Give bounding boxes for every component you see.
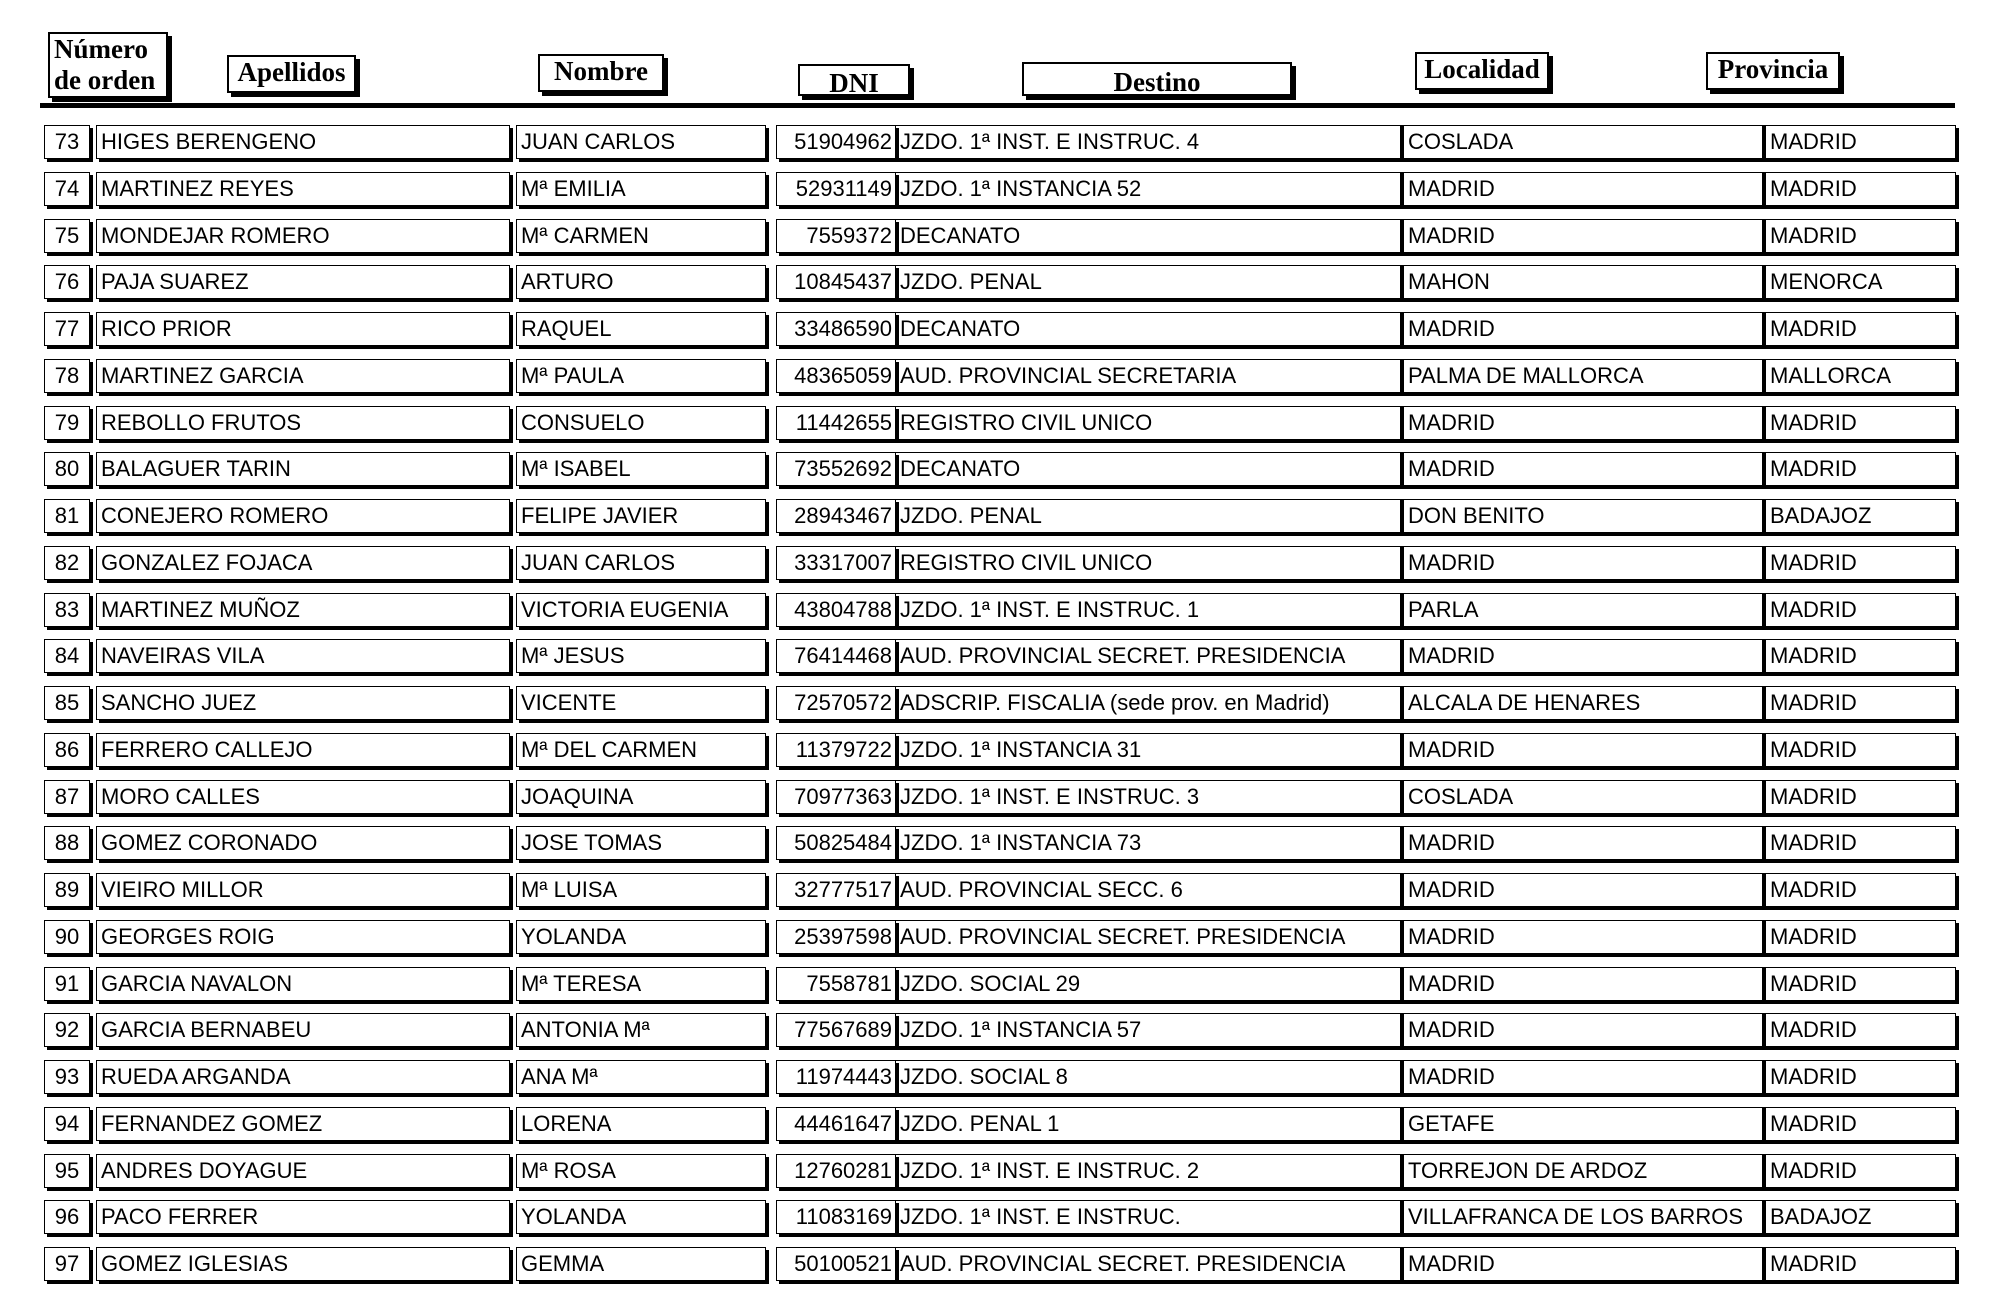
dni-cell: 12760281 <box>776 1154 896 1188</box>
localidad-cell: MADRID <box>1401 219 1763 253</box>
table-row <box>0 917 2000 964</box>
header-apellidos: Apellidos <box>227 55 356 93</box>
localidad-cell: MADRID <box>1401 873 1763 907</box>
dni-cell: 7558781 <box>776 967 896 1001</box>
nombre-cell: Mª ROSA <box>516 1154 766 1188</box>
dni-cell: 50825484 <box>776 826 896 860</box>
apellidos-cell: FERNANDEZ GOMEZ <box>96 1107 510 1141</box>
apellidos-cell: FERRERO CALLEJO <box>96 733 510 767</box>
apellidos-cell: SANCHO JUEZ <box>96 686 510 720</box>
dni-cell: 25397598 <box>776 920 896 954</box>
dni-cell: 43804788 <box>776 593 896 627</box>
localidad-cell: MADRID <box>1401 826 1763 860</box>
localidad-cell: MADRID <box>1401 639 1763 673</box>
provincia-cell: MADRID <box>1763 219 1956 253</box>
row-number: 75 <box>44 219 90 253</box>
provincia-cell: MADRID <box>1763 826 1956 860</box>
destino-cell: REGISTRO CIVIL UNICO <box>896 406 1401 440</box>
apellidos-cell: MARTINEZ REYES <box>96 172 510 206</box>
provincia-cell: MADRID <box>1763 1013 1956 1047</box>
table-row <box>0 403 2000 450</box>
row-number: 95 <box>44 1154 90 1188</box>
table-row <box>0 122 2000 169</box>
localidad-cell: MADRID <box>1401 1247 1763 1281</box>
row-number: 94 <box>44 1107 90 1141</box>
destino-cell: JZDO. 1ª INST. E INSTRUC. 2 <box>896 1154 1401 1188</box>
apellidos-cell: VIEIRO MILLOR <box>96 873 510 907</box>
table-row <box>0 216 2000 263</box>
row-number: 86 <box>44 733 90 767</box>
table-row <box>0 543 2000 590</box>
provincia-cell: MADRID <box>1763 780 1956 814</box>
nombre-cell: YOLANDA <box>516 920 766 954</box>
dni-cell: 11379722 <box>776 733 896 767</box>
row-number: 92 <box>44 1013 90 1047</box>
provincia-cell: MADRID <box>1763 312 1956 346</box>
destino-cell: AUD. PROVINCIAL SECRET. PRESIDENCIA <box>896 1247 1401 1281</box>
nombre-cell: JUAN CARLOS <box>516 125 766 159</box>
header-destino: Destino <box>1022 62 1292 96</box>
apellidos-cell: GARCIA NAVALON <box>96 967 510 1001</box>
apellidos-cell: BALAGUER TARIN <box>96 452 510 486</box>
apellidos-cell: HIGES BERENGENO <box>96 125 510 159</box>
destino-cell: AUD. PROVINCIAL SECRETARIA <box>896 359 1401 393</box>
row-number: 88 <box>44 826 90 860</box>
destino-cell: JZDO. 1ª INST. E INSTRUC. 4 <box>896 125 1401 159</box>
row-number: 89 <box>44 873 90 907</box>
destino-cell: AUD. PROVINCIAL SECRET. PRESIDENCIA <box>896 920 1401 954</box>
destino-cell: DECANATO <box>896 312 1401 346</box>
destino-cell: AUD. PROVINCIAL SECRET. PRESIDENCIA <box>896 639 1401 673</box>
table-row <box>0 169 2000 216</box>
provincia-cell: BADAJOZ <box>1763 1200 1956 1234</box>
destino-cell: ADSCRIP. FISCALIA (sede prov. en Madrid) <box>896 686 1401 720</box>
table-row <box>0 449 2000 496</box>
dni-cell: 73552692 <box>776 452 896 486</box>
destino-cell: JZDO. PENAL 1 <box>896 1107 1401 1141</box>
dni-cell: 51904962 <box>776 125 896 159</box>
header-numero-orden: Número de orden <box>48 32 168 98</box>
destino-cell: DECANATO <box>896 219 1401 253</box>
nombre-cell: JOSE TOMAS <box>516 826 766 860</box>
provincia-cell: MADRID <box>1763 1107 1956 1141</box>
row-number: 90 <box>44 920 90 954</box>
row-number: 73 <box>44 125 90 159</box>
table-row <box>0 590 2000 637</box>
provincia-cell: MADRID <box>1763 873 1956 907</box>
table-row <box>0 262 2000 309</box>
provincia-cell: MADRID <box>1763 686 1956 720</box>
table-row <box>0 777 2000 824</box>
row-number: 93 <box>44 1060 90 1094</box>
nombre-cell: JOAQUINA <box>516 780 766 814</box>
table-row <box>0 496 2000 543</box>
row-number: 96 <box>44 1200 90 1234</box>
provincia-cell: MADRID <box>1763 1247 1956 1281</box>
localidad-cell: VILLAFRANCA DE LOS BARROS <box>1401 1200 1763 1234</box>
localidad-cell: COSLADA <box>1401 780 1763 814</box>
nombre-cell: RAQUEL <box>516 312 766 346</box>
destino-cell: JZDO. SOCIAL 8 <box>896 1060 1401 1094</box>
apellidos-cell: REBOLLO FRUTOS <box>96 406 510 440</box>
localidad-cell: MADRID <box>1401 406 1763 440</box>
table-row <box>0 823 2000 870</box>
provincia-cell: MENORCA <box>1763 265 1956 299</box>
apellidos-cell: MARTINEZ GARCIA <box>96 359 510 393</box>
nombre-cell: GEMMA <box>516 1247 766 1281</box>
localidad-cell: MADRID <box>1401 172 1763 206</box>
destino-cell: JZDO. 1ª INST. E INSTRUC. <box>896 1200 1401 1234</box>
provincia-cell: MADRID <box>1763 452 1956 486</box>
row-number: 87 <box>44 780 90 814</box>
apellidos-cell: GONZALEZ FOJACA <box>96 546 510 580</box>
apellidos-cell: MONDEJAR ROMERO <box>96 219 510 253</box>
nombre-cell: Mª PAULA <box>516 359 766 393</box>
dni-cell: 48365059 <box>776 359 896 393</box>
localidad-cell: MADRID <box>1401 452 1763 486</box>
localidad-cell: ALCALA DE HENARES <box>1401 686 1763 720</box>
row-number: 79 <box>44 406 90 440</box>
nombre-cell: ANTONIA Mª <box>516 1013 766 1047</box>
provincia-cell: MADRID <box>1763 1060 1956 1094</box>
apellidos-cell: PAJA SUAREZ <box>96 265 510 299</box>
dni-cell: 52931149 <box>776 172 896 206</box>
row-number: 76 <box>44 265 90 299</box>
provincia-cell: BADAJOZ <box>1763 499 1956 533</box>
row-number: 83 <box>44 593 90 627</box>
localidad-cell: PALMA DE MALLORCA <box>1401 359 1763 393</box>
nombre-cell: Mª CARMEN <box>516 219 766 253</box>
dni-cell: 11974443 <box>776 1060 896 1094</box>
dni-cell: 72570572 <box>776 686 896 720</box>
localidad-cell: MADRID <box>1401 1060 1763 1094</box>
provincia-cell: MADRID <box>1763 733 1956 767</box>
apellidos-cell: NAVEIRAS VILA <box>96 639 510 673</box>
apellidos-cell: GOMEZ CORONADO <box>96 826 510 860</box>
apellidos-cell: GARCIA BERNABEU <box>96 1013 510 1047</box>
row-number: 85 <box>44 686 90 720</box>
table-row <box>0 1104 2000 1151</box>
apellidos-cell: ANDRES DOYAGUE <box>96 1154 510 1188</box>
dni-cell: 7559372 <box>776 219 896 253</box>
nombre-cell: Mª LUISA <box>516 873 766 907</box>
localidad-cell: PARLA <box>1401 593 1763 627</box>
header-nombre: Nombre <box>538 54 664 92</box>
provincia-cell: MADRID <box>1763 1154 1956 1188</box>
localidad-cell: TORREJON DE ARDOZ <box>1401 1154 1763 1188</box>
table-row <box>0 1197 2000 1244</box>
table-row <box>0 1244 2000 1291</box>
localidad-cell: MADRID <box>1401 546 1763 580</box>
nombre-cell: VICTORIA EUGENIA <box>516 593 766 627</box>
dni-cell: 44461647 <box>776 1107 896 1141</box>
dni-cell: 11083169 <box>776 1200 896 1234</box>
nombre-cell: Mª ISABEL <box>516 452 766 486</box>
apellidos-cell: PACO FERRER <box>96 1200 510 1234</box>
localidad-cell: MADRID <box>1401 1013 1763 1047</box>
destino-cell: JZDO. PENAL <box>896 265 1401 299</box>
provincia-cell: MADRID <box>1763 967 1956 1001</box>
apellidos-cell: MARTINEZ MUÑOZ <box>96 593 510 627</box>
table-row <box>0 356 2000 403</box>
header-provincia: Provincia <box>1706 52 1840 90</box>
dni-cell: 50100521 <box>776 1247 896 1281</box>
dni-cell: 10845437 <box>776 265 896 299</box>
nombre-cell: Mª TERESA <box>516 967 766 1001</box>
localidad-cell: MADRID <box>1401 312 1763 346</box>
dni-cell: 33486590 <box>776 312 896 346</box>
nombre-cell: ANA Mª <box>516 1060 766 1094</box>
row-number: 82 <box>44 546 90 580</box>
localidad-cell: MAHON <box>1401 265 1763 299</box>
nombre-cell: LORENA <box>516 1107 766 1141</box>
localidad-cell: MADRID <box>1401 920 1763 954</box>
provincia-cell: MADRID <box>1763 639 1956 673</box>
header-dni: DNI <box>798 64 910 96</box>
apellidos-cell: GEORGES ROIG <box>96 920 510 954</box>
dni-cell: 32777517 <box>776 873 896 907</box>
destino-cell: JZDO. 1ª INSTANCIA 73 <box>896 826 1401 860</box>
nombre-cell: FELIPE JAVIER <box>516 499 766 533</box>
apellidos-cell: MORO CALLES <box>96 780 510 814</box>
nombre-cell: Mª EMILIA <box>516 172 766 206</box>
localidad-cell: GETAFE <box>1401 1107 1763 1141</box>
table-row <box>0 964 2000 1011</box>
apellidos-cell: RUEDA ARGANDA <box>96 1060 510 1094</box>
dni-cell: 70977363 <box>776 780 896 814</box>
destino-cell: REGISTRO CIVIL UNICO <box>896 546 1401 580</box>
dni-cell: 77567689 <box>776 1013 896 1047</box>
nombre-cell: Mª JESUS <box>516 639 766 673</box>
header-rule <box>40 103 1955 108</box>
nombre-cell: ARTURO <box>516 265 766 299</box>
row-number: 81 <box>44 499 90 533</box>
provincia-cell: MALLORCA <box>1763 359 1956 393</box>
destino-cell: JZDO. 1ª INSTANCIA 52 <box>896 172 1401 206</box>
apellidos-cell: CONEJERO ROMERO <box>96 499 510 533</box>
destino-cell: JZDO. 1ª INSTANCIA 57 <box>896 1013 1401 1047</box>
provincia-cell: MADRID <box>1763 546 1956 580</box>
localidad-cell: MADRID <box>1401 733 1763 767</box>
dni-cell: 28943467 <box>776 499 896 533</box>
provincia-cell: MADRID <box>1763 593 1956 627</box>
nombre-cell: YOLANDA <box>516 1200 766 1234</box>
localidad-cell: MADRID <box>1401 967 1763 1001</box>
apellidos-cell: RICO PRIOR <box>96 312 510 346</box>
dni-cell: 11442655 <box>776 406 896 440</box>
table-row <box>0 1057 2000 1104</box>
nombre-cell: Mª DEL CARMEN <box>516 733 766 767</box>
provincia-cell: MADRID <box>1763 406 1956 440</box>
table-body <box>0 122 2000 1291</box>
destino-cell: JZDO. 1ª INST. E INSTRUC. 3 <box>896 780 1401 814</box>
destino-cell: JZDO. SOCIAL 29 <box>896 967 1401 1001</box>
destino-cell: AUD. PROVINCIAL SECC. 6 <box>896 873 1401 907</box>
apellidos-cell: GOMEZ IGLESIAS <box>96 1247 510 1281</box>
row-number: 74 <box>44 172 90 206</box>
destino-cell: DECANATO <box>896 452 1401 486</box>
provincia-cell: MADRID <box>1763 172 1956 206</box>
table-row <box>0 309 2000 356</box>
row-number: 91 <box>44 967 90 1001</box>
destino-cell: JZDO. PENAL <box>896 499 1401 533</box>
nombre-cell: VICENTE <box>516 686 766 720</box>
localidad-cell: DON BENITO <box>1401 499 1763 533</box>
row-number: 78 <box>44 359 90 393</box>
table-row <box>0 1010 2000 1057</box>
row-number: 80 <box>44 452 90 486</box>
destino-cell: JZDO. 1ª INST. E INSTRUC. 1 <box>896 593 1401 627</box>
dni-cell: 33317007 <box>776 546 896 580</box>
nombre-cell: JUAN CARLOS <box>516 546 766 580</box>
header-localidad: Localidad <box>1415 52 1549 90</box>
row-number: 84 <box>44 639 90 673</box>
table-row <box>0 636 2000 683</box>
localidad-cell: COSLADA <box>1401 125 1763 159</box>
row-number: 97 <box>44 1247 90 1281</box>
table-row <box>0 1151 2000 1198</box>
nombre-cell: CONSUELO <box>516 406 766 440</box>
table-row <box>0 870 2000 917</box>
table-header <box>0 0 2000 110</box>
row-number: 77 <box>44 312 90 346</box>
table-row <box>0 683 2000 730</box>
table-row <box>0 730 2000 777</box>
provincia-cell: MADRID <box>1763 920 1956 954</box>
dni-cell: 76414468 <box>776 639 896 673</box>
provincia-cell: MADRID <box>1763 125 1956 159</box>
destino-cell: JZDO. 1ª INSTANCIA 31 <box>896 733 1401 767</box>
